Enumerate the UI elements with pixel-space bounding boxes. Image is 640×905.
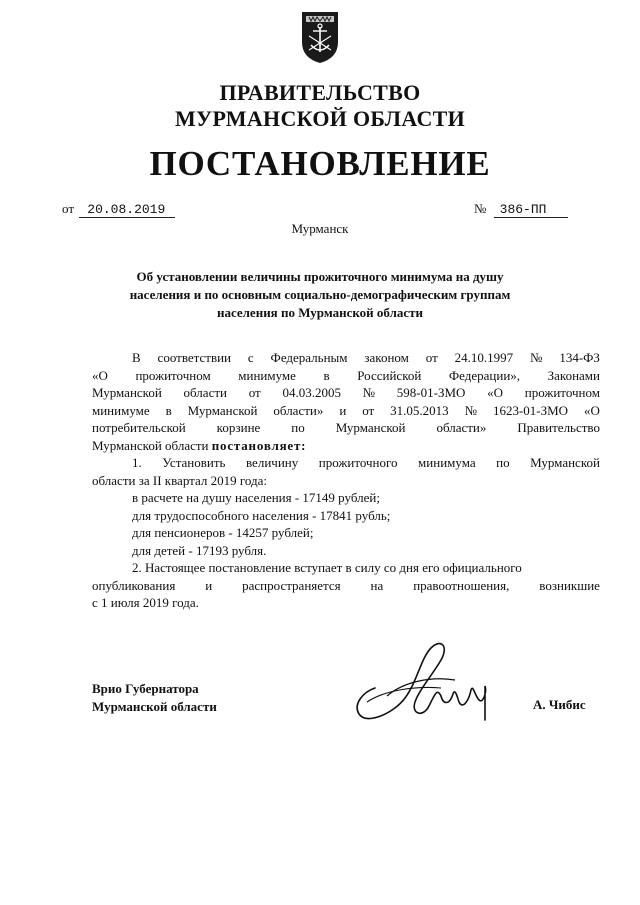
document-date xyxy=(62,201,175,218)
value-line: для пенсионеров - 14257 рублей; xyxy=(132,525,314,540)
word: прожиточного xyxy=(318,455,398,470)
subject-line2: населения и по основным социально-демографическим группам xyxy=(129,287,511,302)
word: минимума xyxy=(418,455,476,470)
word: корзине xyxy=(216,420,261,435)
word: законом xyxy=(364,350,409,365)
government-title-line1: ПРАВИТЕЛЬСТВО xyxy=(219,80,421,105)
resolution-keyword: постановляет: xyxy=(211,437,307,453)
number-prefix: № xyxy=(474,201,487,216)
word: Российской xyxy=(357,367,422,383)
document-body xyxy=(92,349,600,612)
signer-title-line1: Врио Губернатора xyxy=(92,681,199,696)
word: 598-01-ЗМО xyxy=(396,385,466,400)
value-line: для детей - 17193 рубля. xyxy=(132,542,267,558)
word: области» xyxy=(273,402,324,418)
date-prefix: от xyxy=(62,201,75,216)
word: В xyxy=(132,350,141,365)
word: Мурманской xyxy=(92,385,162,400)
item-line: области за II квартал 2019 года: xyxy=(92,472,267,488)
subject-line3: населения по Мурманской области xyxy=(216,305,424,320)
word: Федеральным xyxy=(270,350,348,365)
word: прожиточном xyxy=(524,385,600,400)
paragraph-line xyxy=(92,402,600,420)
city: Мурманск xyxy=(291,221,349,236)
signer-title xyxy=(92,680,217,716)
word: соответствии xyxy=(157,350,232,365)
word: Установить xyxy=(162,455,226,470)
item-line: 2. Настоящее постановление вступает в силу со дня его официального xyxy=(132,560,522,575)
word: минимуме xyxy=(238,367,296,383)
word: в xyxy=(165,402,172,418)
word: «О xyxy=(92,367,108,383)
document-subject xyxy=(90,268,550,322)
word: № xyxy=(362,385,376,400)
word: 24.10.1997 xyxy=(454,350,514,365)
word: возникшие xyxy=(539,577,600,593)
word: и xyxy=(339,402,347,418)
word: правоотношения, xyxy=(413,577,510,593)
word: опубликования xyxy=(92,577,176,593)
word: «О xyxy=(584,402,600,418)
word: распространяется xyxy=(242,577,341,593)
word: 134-ФЗ xyxy=(559,350,600,365)
subject-line1: Об установлении величины прожиточного минимума на душу xyxy=(136,269,504,284)
paragraph-line xyxy=(92,384,600,402)
word: от xyxy=(248,385,261,400)
paragraph-line xyxy=(92,367,600,385)
word: Мурманской xyxy=(335,420,406,435)
paragraph-line xyxy=(92,349,600,367)
word: прожиточном xyxy=(135,367,211,383)
item-line xyxy=(92,577,600,595)
signer-title-line2: Мурманской области xyxy=(92,699,217,714)
word: по xyxy=(291,420,305,435)
word: № xyxy=(464,402,478,418)
document-type: ПОСТАНОВЛЕНИЕ xyxy=(149,144,491,183)
word: Правительство xyxy=(517,420,600,435)
date-value: 20.08.2019 xyxy=(79,202,175,218)
paragraph-line xyxy=(92,419,600,437)
word: 1623-01-ЗМО xyxy=(492,402,569,418)
word: в xyxy=(323,367,330,383)
value-line: для трудоспособного населения - 17841 рубль; xyxy=(132,507,391,523)
word: потребительской xyxy=(92,420,186,435)
word: Законами xyxy=(547,367,600,383)
word: Мурманской xyxy=(187,402,258,418)
word: на xyxy=(370,577,384,593)
government-title xyxy=(0,80,640,132)
word: от xyxy=(362,402,375,418)
word: «О xyxy=(487,385,504,400)
word: области» xyxy=(436,420,487,435)
word: 04.03.2005 xyxy=(282,385,341,400)
item-line: с 1 июля 2019 года. xyxy=(92,595,199,610)
word: от xyxy=(425,350,438,365)
paragraph-line xyxy=(92,437,600,455)
item-line xyxy=(92,454,600,472)
word: минимуме xyxy=(92,402,150,418)
document-number xyxy=(474,201,568,218)
word: области xyxy=(183,385,227,400)
word: Мурманской xyxy=(530,455,600,470)
word: с xyxy=(247,350,254,365)
word: № xyxy=(530,350,543,365)
paragraph-text: Мурманской области xyxy=(92,437,209,453)
word: 31.05.2013 xyxy=(390,402,449,418)
word: и xyxy=(205,577,213,593)
word: Федерации», xyxy=(448,367,521,383)
government-title-line2: МУРМАНСКОЙ ОБЛАСТИ xyxy=(174,106,466,131)
value-line: в расчете на душу населения - 17149 рублей; xyxy=(132,490,380,505)
number-value: 386-ПП xyxy=(494,202,569,218)
word: 1. xyxy=(132,455,142,470)
word: по xyxy=(496,455,510,470)
word: величину xyxy=(246,455,299,470)
signer-name: А. Чибис xyxy=(533,697,586,712)
coat-of-arms-icon xyxy=(300,10,340,64)
handwritten-signature xyxy=(345,630,500,735)
